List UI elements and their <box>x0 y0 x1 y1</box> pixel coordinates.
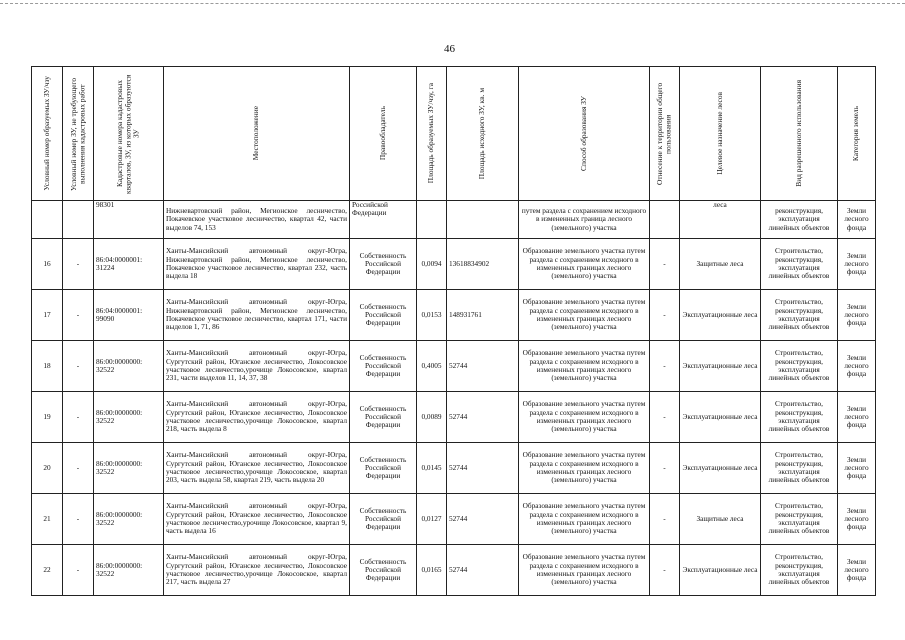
cell-use: Строительство, реконструкция, эксплуатация линейных объектов <box>761 392 838 443</box>
cell-cadastral: 98301 <box>94 201 164 239</box>
cell-area-src: 52744 <box>447 494 519 545</box>
table-row <box>32 290 876 341</box>
cell-location: Ханты-Мансийский автономный округ-Югра, Сургутский район, Юганское лесничество, Локосовское участковое лесничество,урочище Локосовское, квартал 218, часть выдела 8 <box>164 392 350 443</box>
header-cell: Площадь образуемых ЗУ/чзу, га <box>417 67 447 201</box>
cell-num <box>32 201 63 239</box>
cell-cadastral: 86:00:0000000: 32522 <box>94 392 164 443</box>
cell-nocad: - <box>63 545 94 596</box>
cell-location: Ханты-Мансийский автономный округ-Югра, Сургутский район, Юганское лесничество, Локосовское участковое лесничество,урочище Локосовское, квартал 217, часть выдела 27 <box>164 545 350 596</box>
header-cell: Площадь исходного ЗУ, кв. м <box>447 67 519 201</box>
cell-area-src: 13618834902 <box>447 239 519 290</box>
header-cell: Отнесение к территории общего пользования <box>650 67 680 201</box>
header-row <box>32 67 876 201</box>
cell-purpose: Эксплуатационные леса <box>680 341 761 392</box>
cell-num: 22 <box>32 545 63 596</box>
header-cell: Кадастровые номера кадастровых кварталов, ЗУ, из которых образуются ЗУ <box>94 67 164 201</box>
header-cell: Местоположение <box>164 67 350 201</box>
cell-use: Строительство, реконструкция, эксплуатация линейных объектов <box>761 494 838 545</box>
cell-method: Образование земельного участка путем раздела с сохранением исходного в измененных границах лесного (земельного) участка <box>519 341 650 392</box>
table-row <box>32 341 876 392</box>
cell-owner: Собственность Российской Федерации <box>350 341 417 392</box>
cell-num: 20 <box>32 443 63 494</box>
cell-area-new: 0,0145 <box>417 443 447 494</box>
cell-public: - <box>650 341 680 392</box>
cell-use: Строительство, реконструкция, эксплуатация линейных объектов <box>761 545 838 596</box>
cell-owner: Собственность Российской Федерации <box>350 545 417 596</box>
cell-nocad: - <box>63 239 94 290</box>
cell-area-new: 0,0127 <box>417 494 447 545</box>
cell-area-new: 0,0089 <box>417 392 447 443</box>
table-row <box>32 239 876 290</box>
table-row <box>32 201 876 239</box>
cell-owner: Собственность Российской Федерации <box>350 239 417 290</box>
header-cell: Вид разрешенного использования <box>761 67 838 201</box>
land-plots-table <box>31 66 876 596</box>
cell-purpose: Эксплуатационные леса <box>680 443 761 494</box>
cell-num: 17 <box>32 290 63 341</box>
cell-public: - <box>650 494 680 545</box>
cell-area-src: 52744 <box>447 443 519 494</box>
header-cell: Условный номер образуемых ЗУ/чзу <box>32 67 63 201</box>
cell-purpose: Эксплуатационные леса <box>680 392 761 443</box>
cell-purpose: леса <box>680 201 761 239</box>
header-cell: Способ образования ЗУ <box>519 67 650 201</box>
cell-area-new: 0,0094 <box>417 239 447 290</box>
cell-method: Образование земельного участка путем раздела с сохранением исходного в измененных границах лесного (земельного) участка <box>519 392 650 443</box>
cell-location: Ханты-Мансийский автономный округ-Югра, Сургутский район, Юганское лесничество, Локосовское участковое лесничество,урочище Локосовское, квартал 203, часть выдела 58, квартал 219, часть выдела 20 <box>164 443 350 494</box>
cell-method: Образование земельного участка путем раздела с сохранением исходного в измененных границах лесного (земельного) участка <box>519 494 650 545</box>
cell-purpose: Защитные леса <box>680 494 761 545</box>
header-cell: Правообладатель <box>350 67 417 201</box>
cell-num: 19 <box>32 392 63 443</box>
cell-location: Ханты-Мансийский автономный округ-Югра, Сургутский район, Юганское лесничество, Локосовское участковое лесничество,урочище Локосовское, квартал 9, часть выдела 16 <box>164 494 350 545</box>
cell-use: Строительство, реконструкция, эксплуатация линейных объектов <box>761 239 838 290</box>
cell-category: Земли лесного фонда <box>838 201 876 239</box>
cell-public: - <box>650 443 680 494</box>
cell-owner: Собственность Российской Федерации <box>350 392 417 443</box>
cell-purpose: Защитные леса <box>680 239 761 290</box>
table-row <box>32 545 876 596</box>
cell-num: 16 <box>32 239 63 290</box>
page-number: 46 <box>444 43 455 55</box>
cell-cadastral: 86:00:0000000: 32522 <box>94 494 164 545</box>
cell-num: 21 <box>32 494 63 545</box>
cell-cadastral: 86:04:0000001: 31224 <box>94 239 164 290</box>
cell-area-src <box>447 201 519 239</box>
cell-category: Земли лесного фонда <box>838 494 876 545</box>
cell-public: - <box>650 545 680 596</box>
cell-use: Строительство, реконструкция, эксплуатация линейных объектов <box>761 341 838 392</box>
cell-area-new: 0,4005 <box>417 341 447 392</box>
cell-purpose: Эксплуатационные леса <box>680 290 761 341</box>
cell-category: Земли лесного фонда <box>838 545 876 596</box>
cell-cadastral: 86:00:0000000: 32522 <box>94 545 164 596</box>
cell-category: Земли лесного фонда <box>838 392 876 443</box>
cell-nocad: - <box>63 290 94 341</box>
cell-purpose: Эксплуатационные леса <box>680 545 761 596</box>
cell-category: Земли лесного фонда <box>838 290 876 341</box>
cell-owner: Собственность Российской Федерации <box>350 290 417 341</box>
cell-num: 18 <box>32 341 63 392</box>
cell-cadastral: 86:00:0000000: 32522 <box>94 443 164 494</box>
cell-area-src: 52744 <box>447 392 519 443</box>
cell-use: Строительство, реконструкция, эксплуатация линейных объектов <box>761 443 838 494</box>
cell-method: путем раздела с сохранением исходного в измененных граница лесного (земельного) участка <box>519 201 650 239</box>
cell-area-new: 0,0153 <box>417 290 447 341</box>
cell-owner: Российской Федерации <box>350 201 417 239</box>
cell-method: Образование земельного участка путем раздела с сохранением исходного в измененных границах лесного (земельного) участка <box>519 545 650 596</box>
table-row <box>32 443 876 494</box>
header-cell: Категория земель <box>838 67 876 201</box>
cell-nocad <box>63 201 94 239</box>
cell-location: Ханты-Мансийский автономный округ-Югра, Нижневартовский район, Мегионское лесничество, Покачевское участковое лесничество, квартал 232, часть выдела 18 <box>164 239 350 290</box>
table-row <box>32 392 876 443</box>
cell-location: Ханты-Мансийский автономный округ-Югра, Нижневартовский район, Мегионское лесничество, Покачевское участковое лесничество, квартал 171, части выделов 1, 71, 86 <box>164 290 350 341</box>
cell-method: Образование земельного участка путем раздела с сохранением исходного в измененных границах лесного (земельного) участка <box>519 443 650 494</box>
cell-public: - <box>650 392 680 443</box>
cell-location: Нижневартовский район, Мегионское лесничество, Покачевское участковое лесничество, квартал 42, части выделов 74, 153 <box>164 201 350 239</box>
table-row <box>32 494 876 545</box>
scan-top-edge <box>0 3 905 4</box>
cell-use: реконструкция, эксплуатация линейных объектов <box>761 201 838 239</box>
cell-area-src: 52744 <box>447 545 519 596</box>
cell-public: - <box>650 290 680 341</box>
cell-owner: Собственность Российской Федерации <box>350 494 417 545</box>
cell-cadastral: 86:00:0000000: 32522 <box>94 341 164 392</box>
cell-category: Земли лесного фонда <box>838 239 876 290</box>
cell-area-new: 0,0165 <box>417 545 447 596</box>
cell-nocad: - <box>63 494 94 545</box>
cell-cadastral: 86:04:0000001: 99090 <box>94 290 164 341</box>
cell-area-src: 52744 <box>447 341 519 392</box>
cell-method: Образование земельного участка путем раздела с сохранением исходного в измененных границах лесного (земельного) участка <box>519 290 650 341</box>
header-cell: Условный номер ЗУ, не требующего выполнения кадастровых работ <box>63 67 94 201</box>
cell-method: Образование земельного участка путем раздела с сохранением исходного в измененных границах лесного (земельного) участка <box>519 239 650 290</box>
cell-category: Земли лесного фонда <box>838 341 876 392</box>
cell-owner: Собственность Российской Федерации <box>350 443 417 494</box>
cell-nocad: - <box>63 443 94 494</box>
header-cell: Целевое назначение лесов <box>680 67 761 201</box>
cell-location: Ханты-Мансийский автономный округ-Югра, Сургутский район, Юганское лесничество, Локосовское участковое лесничество,урочище Локосовское, квартал 231, части выделов 11, 14, 37, 38 <box>164 341 350 392</box>
cell-public: - <box>650 239 680 290</box>
cell-nocad: - <box>63 341 94 392</box>
cell-area-src: 148931761 <box>447 290 519 341</box>
cell-category: Земли лесного фонда <box>838 443 876 494</box>
cell-area-new <box>417 201 447 239</box>
cell-nocad: - <box>63 392 94 443</box>
cell-use: Строительство, реконструкция, эксплуатация линейных объектов <box>761 290 838 341</box>
cell-public <box>650 201 680 239</box>
